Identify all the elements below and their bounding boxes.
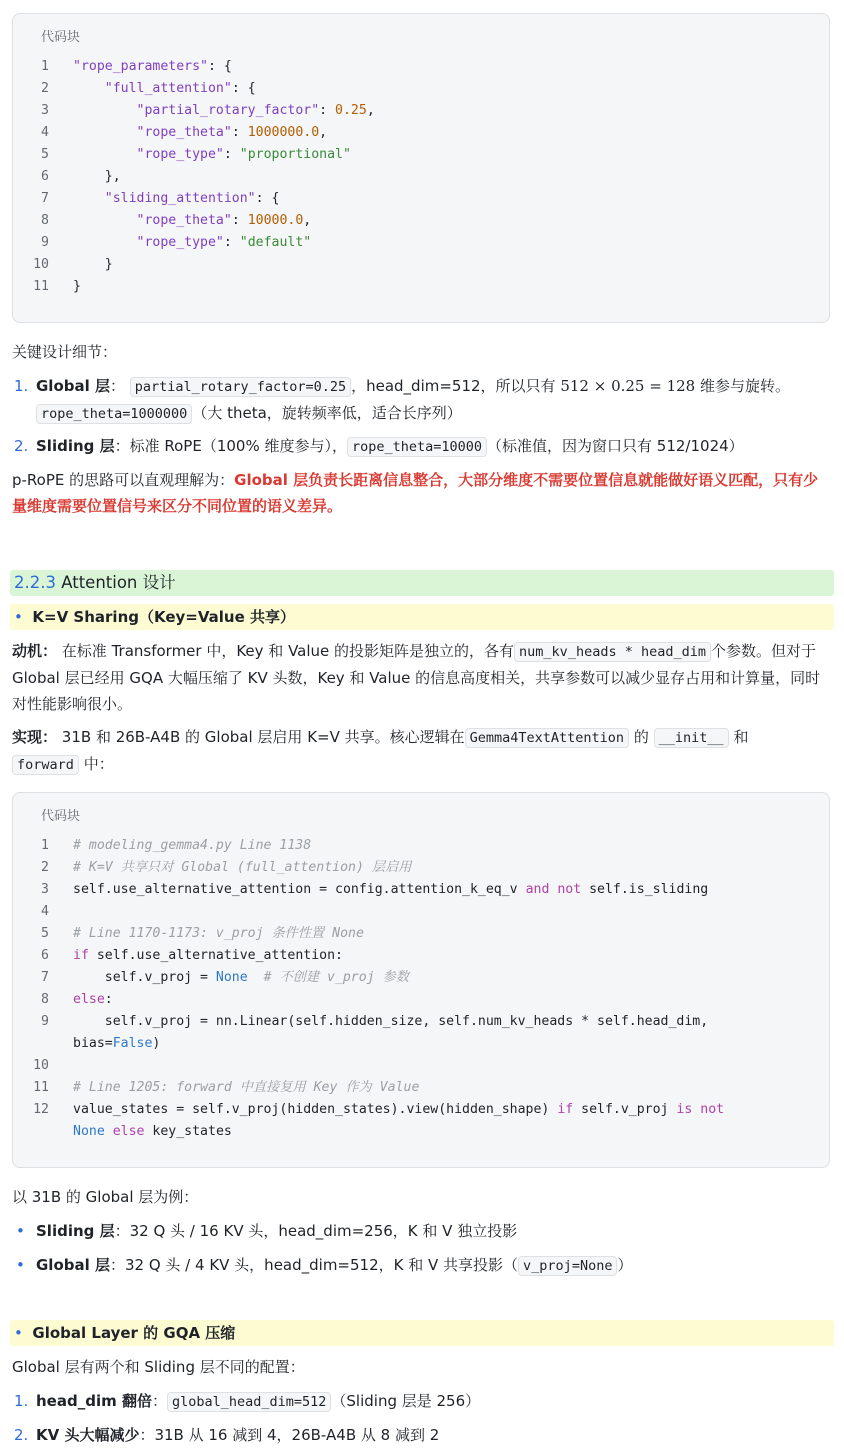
section-heading: 2.2.3 Attention 设计 xyxy=(14,573,176,592)
code-block-attention xyxy=(12,792,830,1168)
code-block-rope xyxy=(12,13,830,323)
gqa-item-kv-heads: 2. KV 头大幅减少：31B 从 16 减到 4，26B-A4B 从 8 减到 2 xyxy=(14,1426,440,1444)
code-line: 10 } xyxy=(33,257,113,272)
code-line: 6 if self.use_alternative_attention: xyxy=(41,948,343,963)
code-line: 2 # K=V 共享只对 Global (full_attention) 层启用 xyxy=(41,860,412,875)
code-line: 2 "full_attention": { xyxy=(41,81,256,96)
prope-paragraph: p-RoPE 的思路可以直观理解为：Global 层负责长距离信息整合，大部分维度不需要位置信息就能做好语义匹配，只有少量维度需要位置信号来区分不同位置的语义差异。 xyxy=(12,471,819,515)
code-line: 5 # Line 1170-1173: v_proj 条件性置 None xyxy=(41,926,364,941)
code-line: 1 "rope_parameters": { xyxy=(41,59,232,74)
code-line: bias=False) xyxy=(73,1036,161,1051)
code-line: 12 value_states = self.v_proj(hidden_states).view(hidden_shape) if self.v_proj is not xyxy=(33,1102,725,1117)
gqa-heading: • Global Layer 的 GQA 压缩 xyxy=(14,1324,236,1342)
code-line: 3 "partial_rotary_factor": 0.25, xyxy=(41,103,375,118)
code-lines xyxy=(13,835,829,1143)
kv-heading: • K=V Sharing（Key=Value 共享） xyxy=(14,608,295,626)
bullet-global: • Global 层：32 Q 头 / 4 KV 头，head_dim=512，K 和 V 共享投影（ v_proj=None ） xyxy=(16,1256,633,1274)
list-item-global: 1. Global 层： partial_rotary_factor=0.25 ，head_dim=512，所以只有 512 × 0.25 = 128 维参与旋转。 rope_theta=1000000 （大 theta，旋转频率低，适合长序列） xyxy=(14,377,791,422)
code-line: 11 } xyxy=(33,279,81,294)
list-item-sliding: 2. Sliding 层：标准 RoPE（100% 维度参与）， rope_theta=10000 （标准值，因为窗口只有 512/1024） xyxy=(14,437,744,455)
bullet-sliding: • Sliding 层：32 Q 头 / 16 KV 头，head_dim=256，K 和 V 独立投影 xyxy=(16,1222,518,1240)
example-title: 以 31B 的 Global 层为例： xyxy=(12,1188,199,1206)
code-block-label: 代码块 xyxy=(41,30,81,45)
code-line: 4 "rope_theta": 1000000.0, xyxy=(41,125,328,140)
motivation-paragraph: 动机： 在标准 Transformer 中，Key 和 Value 的投影矩阵是独立的，各有 num_kv_heads * head_dim 个参数。但对于 Global 层已经用 GQA 大幅压缩了 KV 头数，Key 和 Value 的信息高度相关，共享参数可以减少显存占用和计算量，同时对性能影响很小。 xyxy=(12,642,821,713)
implementation-paragraph: 实现： 31B 和 26B-A4B 的 Global 层启用 K=V 共享。核心逻辑在 Gemma4TextAttention 的 __init__ 和 forward 中： xyxy=(12,728,749,773)
gqa-item-head-dim: 1. head_dim 翻倍： global_head_dim=512 （Sliding 层是 256） xyxy=(14,1392,481,1410)
code-line: 6 }, xyxy=(41,169,121,184)
code-line: 9 "rope_type": "default" xyxy=(41,235,312,250)
code-line: 1 # modeling_gemma4.py Line 1138 xyxy=(41,838,312,853)
code-line: None else key_states xyxy=(73,1124,232,1139)
code-line: 11 # Line 1205: forward 中直接复用 Key 作为 Value xyxy=(33,1080,420,1095)
code-block-label: 代码块 xyxy=(41,809,81,824)
code-line: 4 xyxy=(41,904,49,919)
design-details-title: 关键设计细节： xyxy=(12,343,118,361)
code-line: 10 xyxy=(33,1058,49,1073)
code-line: 5 "rope_type": "proportional" xyxy=(41,147,351,162)
code-line: 7 self.v_proj = None # 不创建 v_proj 参数 xyxy=(41,970,409,985)
code-line: 8 "rope_theta": 10000.0, xyxy=(41,213,312,228)
code-line: 9 self.v_proj = nn.Linear(self.hidden_size, self.num_kv_heads * self.head_dim, xyxy=(41,1014,709,1029)
code-lines xyxy=(13,56,829,298)
code-line: 7 "sliding_attention": { xyxy=(41,191,280,206)
code-line: 8 else: xyxy=(41,992,113,1007)
code-line: 3 self.use_alternative_attention = config.attention_k_eq_v and not self.is_sliding xyxy=(41,882,709,897)
math-expression: 512 × 0.25 = 128 xyxy=(560,377,696,395)
gqa-intro: Global 层有两个和 Sliding 层不同的配置： xyxy=(12,1358,305,1376)
